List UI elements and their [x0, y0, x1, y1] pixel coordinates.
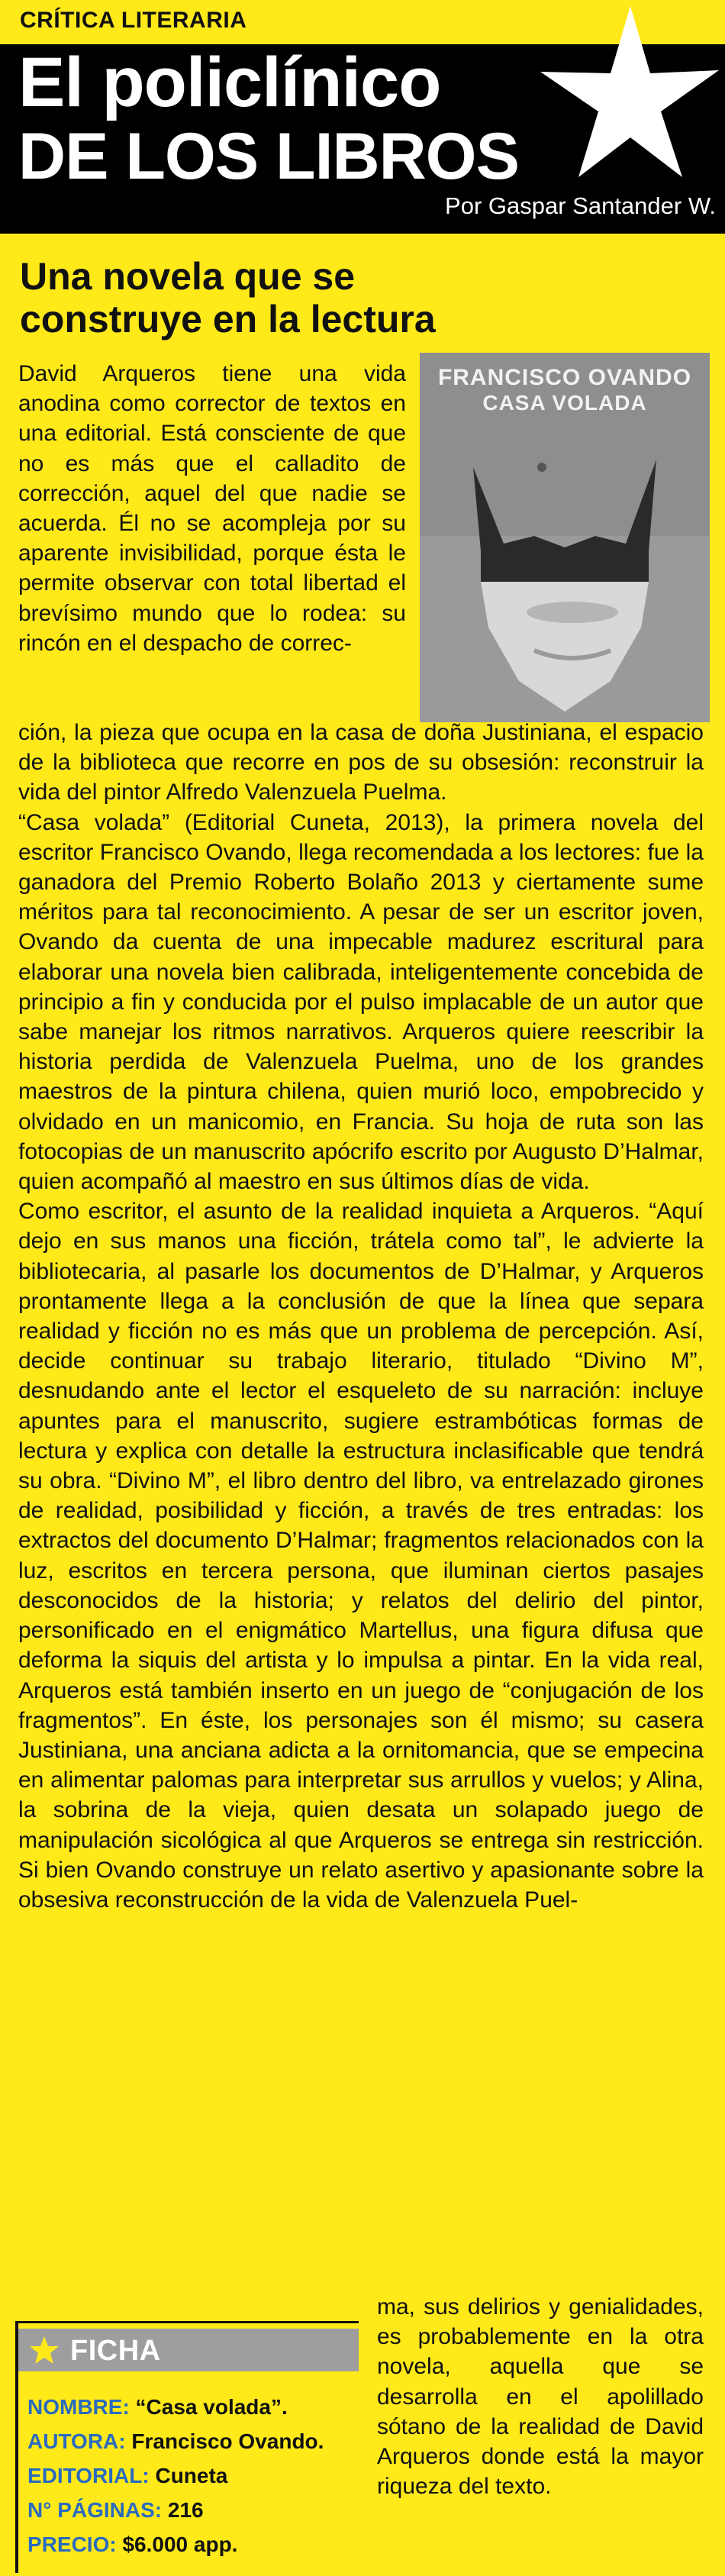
page-title-line2: DE LOS LIBROS — [18, 120, 519, 193]
ficha-value: $6.000 app. — [122, 2532, 238, 2556]
ficha-row — [27, 2424, 363, 2458]
ficha-value: “Casa volada”. — [135, 2395, 288, 2419]
ficha-details — [27, 2390, 363, 2561]
book-cover-image — [420, 353, 710, 722]
ficha-value: Cuneta — [155, 2464, 228, 2487]
headline-line1: Una novela que se — [20, 255, 356, 298]
body-paragraph-1: ción, la pieza que ocupa en la casa de doña Justiniana, el espacio de la biblioteca que recorre en pos de su obsesión: reconstruir la vida del pintor Alfredo Valenzuela Puelma. — [18, 720, 704, 805]
header — [0, 0, 725, 234]
body-paragraph-2: “Casa volada” (Editorial Cuneta, 2013), la primera novela del escritor Francisco Ovando, llega recomendada a los lectores: fue la ganadora del Premio Roberto Bolaño 2013 y ciertamente sume méritos para tal reconocimiento. A pesar de ser un escritor joven, Ovando da cuenta de una impecable madurez escritural para elaborar una novela bien calibrada, inteligentemente concebida de principio a fin y conducida por el pulso implacable de un autor que sabe manejar los ritmos narrativos. Arqueros quiere reescribir la historia perdida de Valenzuela Puelma, uno de los grandes maestros de la pintura chilena, quien murió loco, empobrecido y olvidado en un manicomio, en Francia. Su hoja de ruta son las fotocopias de un manuscrito apócrifo escrito por Augusto D’Halmar, quien acompañó al maestro en sus últimos días de vida. — [18, 809, 704, 1195]
body-paragraph-3: Como escritor, el asunto de la realidad inquieta a Arqueros. “Aquí dejo en sus manos una ficción, trátela como tal”, le advierte la bibliotecaria, al pasarle los documentos de D’Halmar, y Arqueros prontamente llega a la conclusión de que la línea que separa realidad y ficción no es más que un problema de percepción. Así, decide continuar su trabajo literario, titulado “Divino M”, desnudando ante el lector el esqueleto de su narración: incluye apuntes para el manuscrito, sugiere estrambóticas formas de lectura y explica con detalle la estructura inclasificable que tendrá su obra. “Divino M”, el libro dentro del libro, va entrelazado girones de realidad, posibilidad y ficción, a través de tres entradas: los extractos del documento D’Halmar; fragmentos relacionados con la luz, escritos en tercera persona, que iluminan ciertos pasajes desconocidos de la historia; y relatos del delirio del pintor, personificado en el enigmático Martellus, una figura difusa que deforma la siquis del artista y lo impulsa a pintar. En la vida real, Arqueros está también inserto en un juego de “conjugación de los fragmentos”. En éste, los personajes son él mismo; su casera Justiniana, una anciana adicta a la ornitomancia, que se empecina en alimentar palomas para interpretar sus arrullos y vuelos; y Alina, la sobrina de la vieja, quien desata un solapado juego de manipulación sicológica al que Arqueros se entrega sin restricción. Si bien Ovando construye un relato asertivo y apasionante sobre la obsesiva reconstrucción de la vida de Valenzuela Puel- — [18, 1199, 704, 1913]
cover-title: CASA VOLADA — [482, 391, 647, 415]
section-kicker: CRÍTICA LITERARIA — [20, 8, 247, 33]
ficha-row — [27, 2390, 363, 2424]
ficha-title: FICHA — [70, 2335, 161, 2367]
headline-line2: construye en la lectura — [20, 298, 436, 341]
intro-paragraph: David Arqueros tiene una vida anodina como corrector de textos en una editorial. Está consciente de que no es más que el calladito de corrección, aquel del que nadie se acuerda. Él no se acompleja por su aparente invisibilidad, porque ésta le permite observar con total libertad el brevísimo mundo que lo rodea: su rincón en el despacho de correc- — [18, 361, 406, 656]
article-body — [18, 718, 704, 1915]
ficha-row — [27, 2527, 363, 2561]
ficha-key: EDITORIAL: — [27, 2464, 150, 2487]
ficha-key: NOMBRE: — [27, 2395, 130, 2419]
ficha-value: Francisco Ovando. — [131, 2429, 324, 2453]
byline: Por Gaspar Santander W. — [445, 192, 716, 219]
ficha-key: N° PÁGINAS: — [27, 2498, 163, 2522]
ficha-value: 216 — [167, 2498, 204, 2522]
page-title-line1: El policlínico — [18, 44, 441, 121]
ficha-row — [27, 2458, 363, 2493]
ficha-key: AUTORA: — [27, 2429, 126, 2453]
ficha-key: PRECIO: — [27, 2532, 117, 2556]
star-icon — [516, 0, 725, 206]
article-headline — [20, 255, 569, 341]
article-intro — [18, 359, 406, 658]
ficha-row — [27, 2493, 363, 2527]
ficha-header — [18, 2329, 359, 2371]
cover-author: FRANCISCO OVANDO — [437, 365, 692, 390]
article-ending — [377, 2292, 704, 2501]
ficha-top-rule — [15, 2321, 359, 2323]
ending-paragraph: ma, sus delirios y genialidades, es probablemente en la otra novela, aquella que se desarrolla en el apolillado sótano de la realidad de David Arqueros donde está la mayor riqueza del texto. — [377, 2294, 704, 2500]
ficha-star-icon — [29, 2335, 60, 2365]
